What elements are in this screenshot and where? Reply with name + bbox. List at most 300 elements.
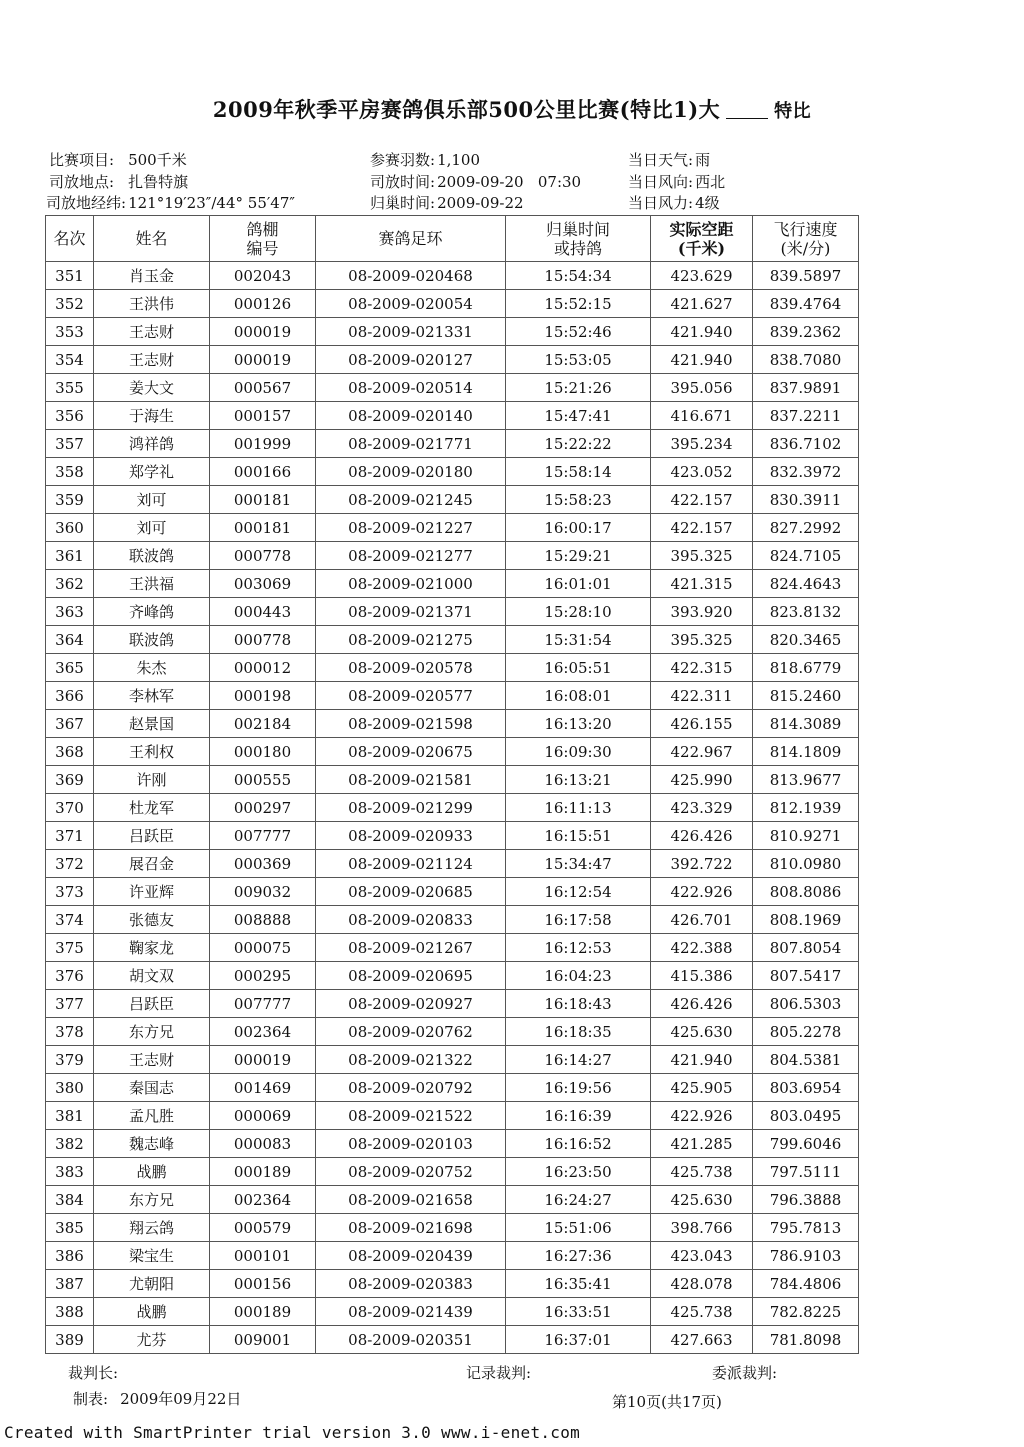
cell-distance: 422.926 xyxy=(651,878,753,906)
cell-rank: 388 xyxy=(46,1298,94,1326)
cell-rank: 378 xyxy=(46,1018,94,1046)
cell-rank: 363 xyxy=(46,598,94,626)
table-row xyxy=(46,486,859,514)
cell-rank: 359 xyxy=(46,486,94,514)
cell-arrival: 15:28:10 xyxy=(506,598,651,626)
header-arrival-line2: 或持鸽 xyxy=(553,238,602,258)
cell-ring: 08-2009-020054 xyxy=(316,290,506,318)
cell-rank: 380 xyxy=(46,1074,94,1102)
cell-name: 姜大文 xyxy=(94,374,210,402)
cell-ring: 08-2009-021275 xyxy=(316,626,506,654)
cell-arrival: 16:16:52 xyxy=(506,1130,651,1158)
info-return-time xyxy=(370,192,524,213)
cell-name: 李林军 xyxy=(94,682,210,710)
cell-arrival: 16:13:21 xyxy=(506,766,651,794)
cell-distance: 428.078 xyxy=(651,1270,753,1298)
cell-arrival: 16:12:53 xyxy=(506,934,651,962)
cell-ring: 08-2009-021771 xyxy=(316,430,506,458)
cell-rank: 381 xyxy=(46,1102,94,1130)
cell-rank: 387 xyxy=(46,1270,94,1298)
table-row xyxy=(46,990,859,1018)
cell-rank: 367 xyxy=(46,710,94,738)
cell-arrival: 16:01:01 xyxy=(506,570,651,598)
cell-arrival: 16:15:51 xyxy=(506,822,651,850)
cell-arrival: 15:58:14 xyxy=(506,458,651,486)
cell-ring: 08-2009-020675 xyxy=(316,738,506,766)
cell-arrival: 15:31:54 xyxy=(506,626,651,654)
cell-ring: 08-2009-021000 xyxy=(316,570,506,598)
cell-distance: 395.325 xyxy=(651,626,753,654)
made-by xyxy=(73,1388,241,1409)
cell-name: 吕跃臣 xyxy=(94,822,210,850)
wind-force-value: 4级 xyxy=(695,194,720,212)
table-row xyxy=(46,738,859,766)
header-distance-line1: 实际空距 xyxy=(669,219,734,239)
cell-arrival: 16:19:56 xyxy=(506,1074,651,1102)
cell-distance: 422.311 xyxy=(651,682,753,710)
cell-distance: 398.766 xyxy=(651,1214,753,1242)
cell-ring: 08-2009-021598 xyxy=(316,710,506,738)
cell-ring: 08-2009-020180 xyxy=(316,458,506,486)
cell-arrival: 16:33:51 xyxy=(506,1298,651,1326)
table-row xyxy=(46,850,859,878)
header-loft xyxy=(210,216,316,262)
cell-arrival: 15:52:15 xyxy=(506,290,651,318)
cell-name: 鸿祥鸽 xyxy=(94,430,210,458)
cell-loft: 002043 xyxy=(210,262,316,290)
cell-name: 胡文双 xyxy=(94,962,210,990)
cell-rank: 358 xyxy=(46,458,94,486)
cell-speed: 820.3465 xyxy=(753,626,859,654)
table-row xyxy=(46,1102,859,1130)
cell-distance: 421.940 xyxy=(651,318,753,346)
return-time-label: 归巢时间: xyxy=(370,194,436,212)
cell-loft: 000295 xyxy=(210,962,316,990)
table-row xyxy=(46,1130,859,1158)
cell-ring: 08-2009-020927 xyxy=(316,990,506,1018)
release-place-value: 扎鲁特旗 xyxy=(128,173,189,191)
cell-distance: 426.426 xyxy=(651,990,753,1018)
cell-ring: 08-2009-021439 xyxy=(316,1298,506,1326)
cell-loft: 000778 xyxy=(210,626,316,654)
title-suffix: 特比 xyxy=(774,101,812,122)
cell-rank: 375 xyxy=(46,934,94,962)
cell-name: 肖玉金 xyxy=(94,262,210,290)
cell-ring: 08-2009-021267 xyxy=(316,934,506,962)
table-row xyxy=(46,1158,859,1186)
page-number: 第10页(共17页) xyxy=(612,1393,722,1411)
cell-loft: 000297 xyxy=(210,794,316,822)
cell-speed: 813.9677 xyxy=(753,766,859,794)
cell-name: 鞠家龙 xyxy=(94,934,210,962)
table-row xyxy=(46,1074,859,1102)
cell-loft: 001469 xyxy=(210,1074,316,1102)
cell-speed: 808.1969 xyxy=(753,906,859,934)
title-blank-line xyxy=(726,104,768,119)
cell-arrival: 16:04:23 xyxy=(506,962,651,990)
cell-name: 秦国志 xyxy=(94,1074,210,1102)
cell-arrival: 15:52:46 xyxy=(506,318,651,346)
cell-loft: 000778 xyxy=(210,542,316,570)
cell-loft: 000157 xyxy=(210,402,316,430)
cell-rank: 372 xyxy=(46,850,94,878)
cell-distance: 422.157 xyxy=(651,486,753,514)
table-row xyxy=(46,1214,859,1242)
cell-ring: 08-2009-021227 xyxy=(316,514,506,542)
cell-distance: 422.967 xyxy=(651,738,753,766)
cell-speed: 814.1809 xyxy=(753,738,859,766)
cell-speed: 824.4643 xyxy=(753,570,859,598)
cell-speed: 807.8054 xyxy=(753,934,859,962)
cell-loft: 007777 xyxy=(210,990,316,1018)
count-value: 1,100 xyxy=(437,151,481,169)
cell-speed: 786.9103 xyxy=(753,1242,859,1270)
cell-arrival: 16:18:43 xyxy=(506,990,651,1018)
cell-speed: 832.3972 xyxy=(753,458,859,486)
assigned-judge-label: 委派裁判: xyxy=(712,1364,778,1382)
cell-arrival: 16:24:27 xyxy=(506,1186,651,1214)
event-value: 500千米 xyxy=(128,151,187,169)
cell-ring: 08-2009-021277 xyxy=(316,542,506,570)
coords-value: 121°19′23″/44° 55′47″ xyxy=(128,194,295,212)
cell-ring: 08-2009-020383 xyxy=(316,1270,506,1298)
info-wind-force xyxy=(628,192,720,213)
cell-rank: 373 xyxy=(46,878,94,906)
cell-loft: 008888 xyxy=(210,906,316,934)
cell-ring: 08-2009-021658 xyxy=(316,1186,506,1214)
cell-loft: 000443 xyxy=(210,598,316,626)
cell-loft: 000198 xyxy=(210,682,316,710)
info-wind-direction xyxy=(628,171,725,192)
coords-label: 司放地经纬: xyxy=(46,194,127,212)
cell-loft: 002364 xyxy=(210,1186,316,1214)
cell-arrival: 16:08:01 xyxy=(506,682,651,710)
cell-loft: 000019 xyxy=(210,318,316,346)
wind-dir-label: 当日风向: xyxy=(628,173,694,191)
cell-distance: 395.056 xyxy=(651,374,753,402)
table-row xyxy=(46,570,859,598)
cell-ring: 08-2009-020439 xyxy=(316,1242,506,1270)
cell-speed: 824.7105 xyxy=(753,542,859,570)
cell-speed: 806.5303 xyxy=(753,990,859,1018)
table-row xyxy=(46,598,859,626)
table-row xyxy=(46,682,859,710)
header-distance xyxy=(651,216,753,262)
cell-distance: 423.043 xyxy=(651,1242,753,1270)
cell-name: 王洪福 xyxy=(94,570,210,598)
cell-name: 魏志峰 xyxy=(94,1130,210,1158)
cell-loft: 000555 xyxy=(210,766,316,794)
cell-rank: 383 xyxy=(46,1158,94,1186)
cell-ring: 08-2009-021522 xyxy=(316,1102,506,1130)
cell-name: 翔云鸽 xyxy=(94,1214,210,1242)
cell-loft: 000012 xyxy=(210,654,316,682)
table-row xyxy=(46,514,859,542)
cell-rank: 379 xyxy=(46,1046,94,1074)
cell-rank: 364 xyxy=(46,626,94,654)
cell-speed: 812.1939 xyxy=(753,794,859,822)
cell-distance: 425.905 xyxy=(651,1074,753,1102)
cell-ring: 08-2009-020351 xyxy=(316,1326,506,1354)
cell-rank: 368 xyxy=(46,738,94,766)
cell-speed: 796.3888 xyxy=(753,1186,859,1214)
cell-ring: 08-2009-021331 xyxy=(316,318,506,346)
cell-distance: 415.386 xyxy=(651,962,753,990)
header-arrival-line1: 归巢时间 xyxy=(545,219,610,239)
cell-ring: 08-2009-021299 xyxy=(316,794,506,822)
trial-watermark: Created with SmartPrinter trial version 3.0 www.i-enet.com xyxy=(4,1423,581,1442)
cell-ring: 08-2009-021581 xyxy=(316,766,506,794)
cell-distance: 422.388 xyxy=(651,934,753,962)
cell-rank: 357 xyxy=(46,430,94,458)
table-row xyxy=(46,1242,859,1270)
cell-ring: 08-2009-021245 xyxy=(316,486,506,514)
cell-ring: 08-2009-020577 xyxy=(316,682,506,710)
cell-arrival: 16:12:54 xyxy=(506,878,651,906)
cell-distance: 425.738 xyxy=(651,1298,753,1326)
cell-loft: 000075 xyxy=(210,934,316,962)
cell-distance: 426.155 xyxy=(651,710,753,738)
cell-distance: 425.990 xyxy=(651,766,753,794)
cell-speed: 839.4764 xyxy=(753,290,859,318)
cell-speed: 818.6779 xyxy=(753,654,859,682)
cell-speed: 810.9271 xyxy=(753,822,859,850)
cell-name: 许亚辉 xyxy=(94,878,210,906)
cell-rank: 389 xyxy=(46,1326,94,1354)
cell-loft: 002364 xyxy=(210,1018,316,1046)
wind-force-label: 当日风力: xyxy=(628,194,694,212)
cell-arrival: 16:14:27 xyxy=(506,1046,651,1074)
cell-ring: 08-2009-020514 xyxy=(316,374,506,402)
cell-name: 尤朝阳 xyxy=(94,1270,210,1298)
cell-distance: 422.315 xyxy=(651,654,753,682)
release-time-value: 2009-09-20 07:30 xyxy=(437,173,582,191)
info-count xyxy=(370,149,480,170)
cell-loft: 000567 xyxy=(210,374,316,402)
cell-speed: 804.5381 xyxy=(753,1046,859,1074)
cell-speed: 807.5417 xyxy=(753,962,859,990)
cell-speed: 836.7102 xyxy=(753,430,859,458)
cell-arrival: 16:13:20 xyxy=(506,710,651,738)
cell-distance: 393.920 xyxy=(651,598,753,626)
table-row xyxy=(46,458,859,486)
cell-arrival: 15:58:23 xyxy=(506,486,651,514)
cell-arrival: 15:34:47 xyxy=(506,850,651,878)
cell-ring: 08-2009-021124 xyxy=(316,850,506,878)
cell-speed: 805.2278 xyxy=(753,1018,859,1046)
cell-arrival: 15:54:34 xyxy=(506,262,651,290)
cell-loft: 003069 xyxy=(210,570,316,598)
cell-distance: 426.426 xyxy=(651,822,753,850)
chief-judge-label: 裁判长: xyxy=(68,1364,119,1382)
cell-name: 王志财 xyxy=(94,1046,210,1074)
cell-loft: 000101 xyxy=(210,1242,316,1270)
table-row xyxy=(46,710,859,738)
cell-speed: 808.8086 xyxy=(753,878,859,906)
cell-speed: 830.3911 xyxy=(753,486,859,514)
header-name: 姓名 xyxy=(94,216,210,262)
cell-loft: 009032 xyxy=(210,878,316,906)
cell-loft: 000189 xyxy=(210,1158,316,1186)
cell-rank: 353 xyxy=(46,318,94,346)
cell-loft: 000166 xyxy=(210,458,316,486)
cell-name: 王志财 xyxy=(94,318,210,346)
header-loft-line2: 编号 xyxy=(246,238,279,258)
table-body xyxy=(46,262,859,1354)
cell-name: 许刚 xyxy=(94,766,210,794)
cell-distance: 425.630 xyxy=(651,1018,753,1046)
cell-distance: 421.940 xyxy=(651,346,753,374)
cell-ring: 08-2009-020685 xyxy=(316,878,506,906)
cell-ring: 08-2009-020103 xyxy=(316,1130,506,1158)
cell-speed: 810.0980 xyxy=(753,850,859,878)
cell-distance: 395.234 xyxy=(651,430,753,458)
cell-speed: 803.6954 xyxy=(753,1074,859,1102)
cell-arrival: 16:23:50 xyxy=(506,1158,651,1186)
cell-speed: 815.2460 xyxy=(753,682,859,710)
cell-ring: 08-2009-021322 xyxy=(316,1046,506,1074)
cell-rank: 370 xyxy=(46,794,94,822)
cell-ring: 08-2009-020140 xyxy=(316,402,506,430)
cell-distance: 422.926 xyxy=(651,1102,753,1130)
cell-rank: 386 xyxy=(46,1242,94,1270)
cell-name: 于海生 xyxy=(94,402,210,430)
table-row xyxy=(46,626,859,654)
cell-name: 展召金 xyxy=(94,850,210,878)
cell-name: 尤芬 xyxy=(94,1326,210,1354)
cell-rank: 374 xyxy=(46,906,94,934)
cell-distance: 416.671 xyxy=(651,402,753,430)
cell-name: 朱杰 xyxy=(94,654,210,682)
cell-name: 战鹏 xyxy=(94,1158,210,1186)
cell-rank: 384 xyxy=(46,1186,94,1214)
cell-name: 刘可 xyxy=(94,514,210,542)
cell-speed: 839.2362 xyxy=(753,318,859,346)
cell-name: 齐峰鸽 xyxy=(94,598,210,626)
cell-arrival: 16:35:41 xyxy=(506,1270,651,1298)
table-row xyxy=(46,1046,859,1074)
cell-ring: 08-2009-020468 xyxy=(316,262,506,290)
cell-ring: 08-2009-020933 xyxy=(316,822,506,850)
cell-loft: 000069 xyxy=(210,1102,316,1130)
cell-rank: 356 xyxy=(46,402,94,430)
cell-name: 张德友 xyxy=(94,906,210,934)
table-row xyxy=(46,934,859,962)
record-judge-label: 记录裁判: xyxy=(466,1364,532,1382)
cell-arrival: 15:22:22 xyxy=(506,430,651,458)
table-row xyxy=(46,962,859,990)
cell-speed: 781.8098 xyxy=(753,1326,859,1354)
cell-arrival: 15:53:05 xyxy=(506,346,651,374)
cell-speed: 814.3089 xyxy=(753,710,859,738)
cell-distance: 423.329 xyxy=(651,794,753,822)
cell-arrival: 16:16:39 xyxy=(506,1102,651,1130)
table-row xyxy=(46,430,859,458)
cell-name: 赵景国 xyxy=(94,710,210,738)
cell-ring: 08-2009-021371 xyxy=(316,598,506,626)
cell-rank: 351 xyxy=(46,262,94,290)
cell-name: 东方兄 xyxy=(94,1018,210,1046)
cell-name: 梁宝生 xyxy=(94,1242,210,1270)
cell-name: 刘可 xyxy=(94,486,210,514)
header-ring: 赛鸽足环 xyxy=(316,216,506,262)
cell-rank: 352 xyxy=(46,290,94,318)
cell-loft: 000019 xyxy=(210,1046,316,1074)
table-row xyxy=(46,402,859,430)
cell-ring: 08-2009-020752 xyxy=(316,1158,506,1186)
table-row xyxy=(46,766,859,794)
cell-rank: 355 xyxy=(46,374,94,402)
cell-arrival: 16:09:30 xyxy=(506,738,651,766)
cell-name: 郑学礼 xyxy=(94,458,210,486)
wind-dir-value: 西北 xyxy=(695,173,726,191)
return-time-value: 2009-09-22 xyxy=(437,194,524,212)
header-speed xyxy=(753,216,859,262)
cell-speed: 839.5897 xyxy=(753,262,859,290)
cell-loft: 009001 xyxy=(210,1326,316,1354)
cell-speed: 799.6046 xyxy=(753,1130,859,1158)
info-weather xyxy=(628,149,710,170)
cell-name: 吕跃臣 xyxy=(94,990,210,1018)
cell-loft: 000181 xyxy=(210,514,316,542)
cell-loft: 001999 xyxy=(210,430,316,458)
cell-name: 王利权 xyxy=(94,738,210,766)
cell-ring: 08-2009-020792 xyxy=(316,1074,506,1102)
info-release-place xyxy=(49,171,188,192)
table-row xyxy=(46,318,859,346)
cell-loft: 000180 xyxy=(210,738,316,766)
cell-distance: 423.629 xyxy=(651,262,753,290)
cell-distance: 421.285 xyxy=(651,1130,753,1158)
cell-distance: 426.701 xyxy=(651,906,753,934)
table-row xyxy=(46,290,859,318)
cell-speed: 837.9891 xyxy=(753,374,859,402)
cell-rank: 366 xyxy=(46,682,94,710)
header-rank: 名次 xyxy=(46,216,94,262)
table-row xyxy=(46,1186,859,1214)
cell-rank: 362 xyxy=(46,570,94,598)
cell-arrival: 15:51:06 xyxy=(506,1214,651,1242)
header-distance-line2: (千米) xyxy=(677,238,726,258)
release-time-label: 司放时间: xyxy=(370,173,436,191)
cell-loft: 000019 xyxy=(210,346,316,374)
table-row xyxy=(46,878,859,906)
table-row xyxy=(46,1018,859,1046)
cell-distance: 423.052 xyxy=(651,458,753,486)
table-row xyxy=(46,346,859,374)
cell-loft: 002184 xyxy=(210,710,316,738)
cell-ring: 08-2009-021698 xyxy=(316,1214,506,1242)
cell-speed: 823.8132 xyxy=(753,598,859,626)
cell-distance: 421.940 xyxy=(651,1046,753,1074)
table-row xyxy=(46,794,859,822)
cell-loft: 000181 xyxy=(210,486,316,514)
cell-rank: 354 xyxy=(46,346,94,374)
header-loft-line1: 鸽棚 xyxy=(246,219,279,239)
cell-arrival: 15:29:21 xyxy=(506,542,651,570)
cell-rank: 361 xyxy=(46,542,94,570)
cell-arrival: 15:47:41 xyxy=(506,402,651,430)
cell-loft: 000126 xyxy=(210,290,316,318)
cell-ring: 08-2009-020833 xyxy=(316,906,506,934)
cell-loft: 000369 xyxy=(210,850,316,878)
info-event xyxy=(49,149,187,170)
weather-value: 雨 xyxy=(695,151,711,169)
cell-name: 联波鸽 xyxy=(94,626,210,654)
table-row xyxy=(46,1326,859,1354)
info-release-time xyxy=(370,171,581,192)
cell-speed: 837.2211 xyxy=(753,402,859,430)
